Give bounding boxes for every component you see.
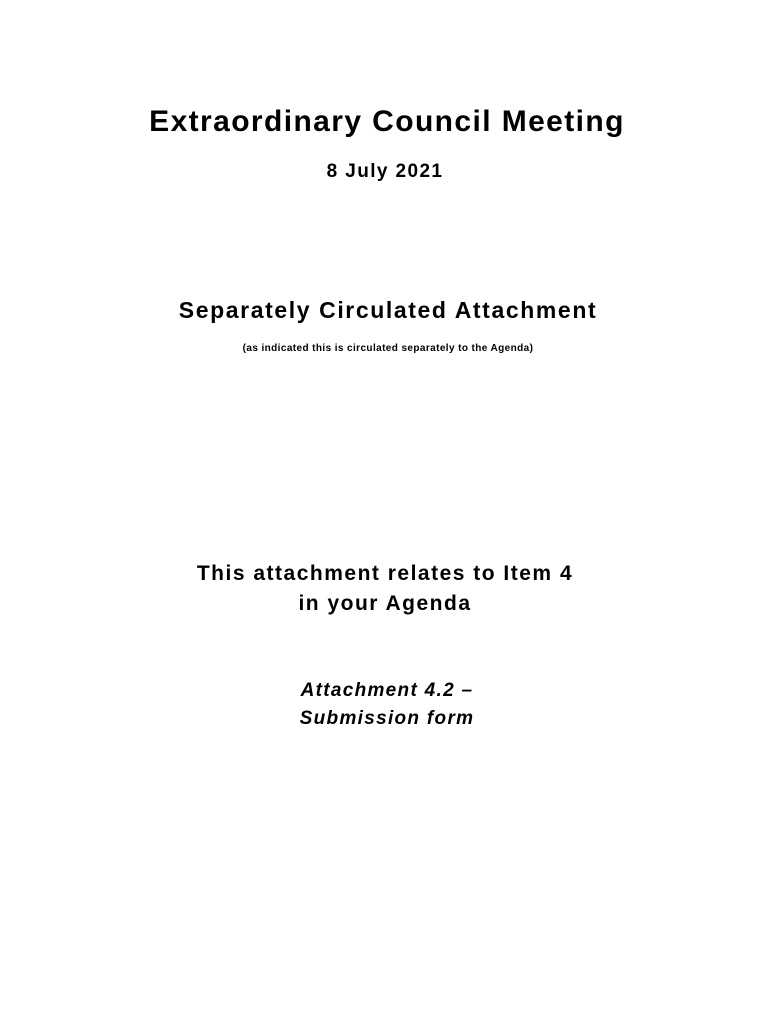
meeting-title: Extraordinary Council Meeting xyxy=(149,105,625,138)
meeting-date: 8 July 2021 xyxy=(326,161,444,182)
item-relation-line-2: in your Agenda xyxy=(298,592,472,615)
attachment-name: Submission form xyxy=(299,708,475,729)
attachment-heading: Separately Circulated Attachment xyxy=(178,297,598,323)
item-relation-line-1: This attachment relates to Item 4 xyxy=(196,562,574,585)
circulation-note: (as indicated this is circulated separately to the Agenda) xyxy=(242,343,534,354)
attachment-number: Attachment 4.2 – xyxy=(300,680,474,701)
